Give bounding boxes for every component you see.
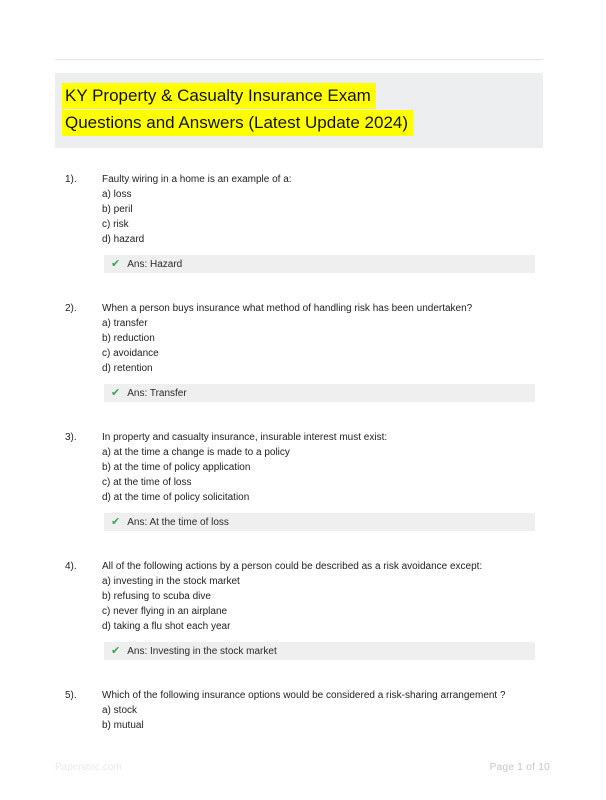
question-block-3 bbox=[55, 430, 543, 531]
answer-box bbox=[104, 513, 535, 531]
question-option-b: b) peril bbox=[102, 204, 133, 215]
title-banner bbox=[55, 73, 543, 148]
check-icon: ✔ bbox=[111, 644, 121, 657]
question-text: All of the following actions by a person could be described as a risk avoidance except: bbox=[102, 561, 483, 572]
check-icon: ✔ bbox=[111, 386, 121, 399]
check-icon: ✔ bbox=[111, 257, 121, 270]
page-footer bbox=[55, 762, 550, 773]
question-option-d: d) retention bbox=[102, 363, 153, 374]
question-block-4 bbox=[55, 559, 543, 660]
watermark-text: Paperstoc.com bbox=[55, 762, 122, 773]
question-option-b: b) reduction bbox=[102, 333, 155, 344]
question-option-d: d) at the time of policy solicitation bbox=[102, 492, 250, 503]
question-number: 1). bbox=[65, 174, 77, 185]
answer-text: Ans: Investing in the stock market bbox=[127, 645, 277, 657]
question-option-d: d) hazard bbox=[102, 234, 145, 245]
question-option-a: a) investing in the stock market bbox=[102, 576, 240, 587]
question-number: 2). bbox=[65, 303, 77, 314]
question-block-2 bbox=[55, 301, 543, 402]
question-option-c: c) at the time of loss bbox=[102, 477, 192, 488]
answer-box bbox=[104, 255, 535, 273]
question-number: 3). bbox=[65, 432, 77, 443]
question-text: Which of the following insurance options would be considered a risk-sharing arrangement ? bbox=[102, 690, 506, 701]
question-option-c: c) risk bbox=[102, 219, 129, 230]
question-text: Faulty wiring in a home is an example of a: bbox=[102, 174, 292, 185]
question-block-1 bbox=[55, 172, 543, 273]
question-text: In property and casualty insurance, insurable interest must exist: bbox=[102, 432, 388, 443]
question-block-5 bbox=[55, 688, 543, 733]
question-option-b: b) mutual bbox=[102, 720, 144, 731]
document-title-line-2: Questions and Answers (Latest Update 2024) bbox=[62, 110, 413, 136]
question-option-c: c) avoidance bbox=[102, 348, 159, 359]
answer-box bbox=[104, 642, 535, 660]
question-option-a: a) transfer bbox=[102, 318, 148, 329]
answer-text: Ans: At the time of loss bbox=[127, 516, 229, 528]
question-option-a: a) stock bbox=[102, 705, 138, 716]
page-number-label: Page 1 of 10 bbox=[489, 762, 550, 773]
question-option-d: d) taking a flu shot each year bbox=[102, 621, 231, 632]
answer-box bbox=[104, 384, 535, 402]
answer-text: Ans: Transfer bbox=[127, 387, 187, 399]
question-list bbox=[55, 172, 543, 733]
check-icon: ✔ bbox=[111, 515, 121, 528]
question-number: 4). bbox=[65, 561, 77, 572]
page-top-divider bbox=[55, 59, 543, 60]
question-text: When a person buys insurance what method of handling risk has been undertaken? bbox=[102, 303, 473, 314]
question-option-b: b) refusing to scuba dive bbox=[102, 591, 211, 602]
question-option-a: a) loss bbox=[102, 189, 132, 200]
document-title-line-1: KY Property & Casualty Insurance Exam bbox=[62, 83, 376, 109]
question-option-b: b) at the time of policy application bbox=[102, 462, 251, 473]
question-number: 5). bbox=[65, 690, 77, 701]
answer-text: Ans: Hazard bbox=[127, 258, 183, 270]
question-option-c: c) never flying in an airplane bbox=[102, 606, 228, 617]
question-option-a: a) at the time a change is made to a policy bbox=[102, 447, 290, 458]
